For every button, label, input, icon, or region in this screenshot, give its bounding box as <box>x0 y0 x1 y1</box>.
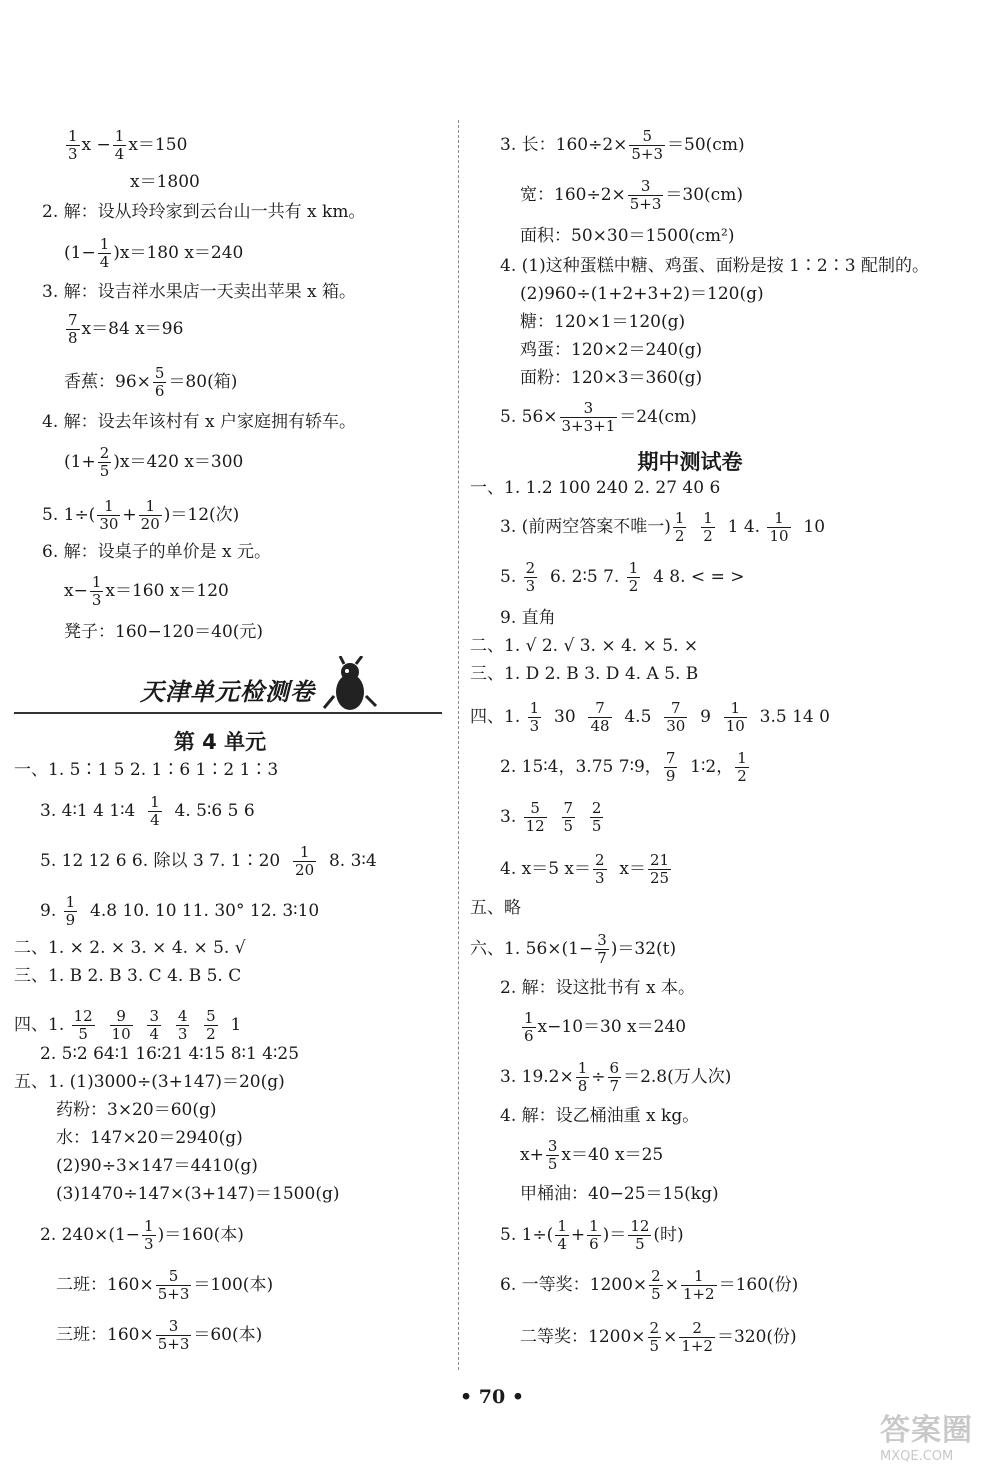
eq-line: x− $\frac{1}{3}$ x＝160 x＝120 <box>64 573 229 609</box>
answer-line: 4. (1)这种蛋糕中糖、鸡蛋、面粉是按 1∶2∶3 配制的。 <box>500 256 929 276</box>
section-banner: 天津单元检测卷 <box>140 678 315 706</box>
fraction: $\frac{3}{5}$ <box>547 1137 558 1173</box>
page-number: • 70 • <box>460 1386 524 1408</box>
fraction: $\frac{1}{6}$ <box>524 1009 534 1045</box>
fraction: $\frac{1}{2}$ <box>674 509 685 545</box>
answer-line: (2)90÷3×147＝4410(g) <box>56 1156 258 1176</box>
mascot-icon <box>320 656 380 718</box>
answer-line: 2. 解：设从玲玲家到云台山一共有 x km。 <box>42 202 366 222</box>
watermark-main: 答案圈 <box>880 1413 973 1448</box>
eq-line: 5. 1÷( $\frac{1}{30}$ + $\frac{1}{20}$ )＝12(次) <box>42 497 240 533</box>
fraction: $\frac{2}{5}$ <box>649 1319 660 1355</box>
eq-line: 香蕉：96× $\frac{5}{6}$ ＝80(箱) <box>64 364 238 400</box>
answer-line: 六、1. 56×(1− $\frac{3}{7}$ )＝32(t) <box>470 931 677 967</box>
fraction: $\frac{3}{5+3}$ <box>157 1317 190 1353</box>
fraction: $\frac{2}{1+2}$ <box>681 1319 713 1355</box>
answer-line: 水：147×20＝2940(g) <box>56 1128 243 1148</box>
fraction: $\frac{2}{5}$ <box>99 444 110 480</box>
fraction: $\frac{5}{2}$ <box>206 1007 216 1043</box>
fraction: $\frac{3}{3+3+1}$ <box>561 399 616 435</box>
fraction: $\frac{1}{30}$ <box>99 497 119 533</box>
midterm-title: 期中测试卷 <box>637 450 743 474</box>
answer-line: 2. 解：设这批书有 x 本。 <box>500 978 696 998</box>
fraction: $\frac{4}{3}$ <box>177 1007 188 1043</box>
fraction: $\frac{5}{5+3}$ <box>631 127 664 163</box>
answer-line: 4. 解：设乙桶油重 x kg。 <box>500 1106 700 1126</box>
eq-line: $\frac{7}{8}$ x＝84 x＝96 <box>68 311 184 347</box>
answer-line: 3. 19.2× $\frac{1}{8}$ ÷ $\frac{6}{7}$ ＝2.8(万人次) <box>500 1059 732 1095</box>
fraction: $\frac{1}{2}$ <box>628 559 639 595</box>
answer-line: 三、1. D 2. B 3. D 4. A 5. B <box>470 664 699 684</box>
answer-line: 6. 一等奖：1200× $\frac{2}{5}$ × $\frac{1}{1+2}$ ＝160(份) <box>500 1267 799 1303</box>
fraction: $\frac{1}{20}$ <box>295 843 315 879</box>
unit-title: 第 4 单元 <box>173 730 267 754</box>
answer-line: 凳子：160−120＝40(元) <box>64 622 264 642</box>
eq-line: $\frac{1}{3}$ x − $\frac{1}{4}$ x＝150 <box>68 127 188 163</box>
answer-line: 甲桶油：40−25＝15(kg) <box>520 1184 719 1204</box>
answer-line: 五、略 <box>470 898 521 918</box>
fraction: $\frac{12}{5}$ <box>73 1007 93 1043</box>
fraction: $\frac{2}{3}$ <box>525 559 536 595</box>
answer-line: 2. 240×(1− $\frac{1}{3}$ )＝160(本) <box>40 1217 244 1253</box>
fraction: $\frac{1}{9}$ <box>65 893 76 929</box>
fraction: $\frac{5}{12}$ <box>525 799 545 835</box>
answer-line: 药粉：3×20＝60(g) <box>56 1100 217 1120</box>
fraction: $\frac{1}{10}$ <box>769 509 789 545</box>
fraction: $\frac{1}{8}$ <box>577 1059 588 1095</box>
answer-line: 鸡蛋：120×2＝240(g) <box>520 340 703 360</box>
answer-line: 一、1. 1.2 100 240 2. 27 40 6 <box>470 478 721 498</box>
answer-line: 3. 解：设吉祥水果店一天卖出苹果 x 箱。 <box>42 282 357 302</box>
answer-line: 糖：120×1＝120(g) <box>520 312 686 332</box>
answer-line: x+ $\frac{3}{5}$ x＝40 x＝25 <box>520 1137 664 1173</box>
answer-line: 5. 1÷( $\frac{1}{4}$ + $\frac{1}{6}$ )＝ $\frac{12}{5}$ (时) <box>500 1217 684 1253</box>
answer-line: 5. 12 12 6 6. 除以 3 7. 1∶20 $\frac{1}{20}$ 8. 3∶4 <box>40 843 377 879</box>
fraction: $\frac{1}{4}$ <box>99 235 110 271</box>
fraction: $\frac{3}{5+3}$ <box>629 177 662 213</box>
fraction: $\frac{2}{3}$ <box>595 851 605 887</box>
answer-line: 5. 56× $\frac{3}{3+3+1}$ ＝24(cm) <box>500 399 697 435</box>
answer-line: 9. 直角 <box>500 608 556 628</box>
answer-line: 4. x＝5 x＝ $\frac{2}{3}$ x＝ $\frac{21}{25}$ <box>500 851 670 887</box>
answer-line: 9. $\frac{1}{9}$ 4.8 10. 10 11. 30° 12. 3∶10 <box>40 893 320 929</box>
fraction: $\frac{1}{3}$ <box>68 127 78 163</box>
answer-line: 三、1. B 2. B 3. C 4. B 5. C <box>14 966 242 986</box>
watermark-logo <box>880 1405 976 1464</box>
fraction: $\frac{21}{25}$ <box>649 851 670 887</box>
fraction: $\frac{12}{5}$ <box>630 1217 650 1253</box>
answer-line: 3. $\frac{5}{12}$ $\frac{7}{5}$ $\frac{2}{5}$ <box>500 799 602 835</box>
fraction: $\frac{7}{30}$ <box>666 699 686 735</box>
fraction: $\frac{1}{10}$ <box>725 699 745 735</box>
answer-line: 3. 4∶1 4 1∶4 $\frac{1}{4}$ 4. 5∶6 5 6 <box>40 793 255 829</box>
fraction: $\frac{1}{4}$ <box>150 793 160 829</box>
fraction: $\frac{2}{5}$ <box>651 1267 661 1303</box>
fraction: $\frac{1}{2}$ <box>703 509 713 545</box>
fraction: $\frac{1}{4}$ <box>114 127 125 163</box>
fraction: $\frac{1}{6}$ <box>589 1217 599 1253</box>
fraction: $\frac{6}{7}$ <box>609 1059 620 1095</box>
answer-line: 3. (前两空答案不唯一) $\frac{1}{2}$ $\frac{1}{2}$ 1 4. $\frac{1}{10}$ 10 <box>500 509 826 545</box>
answer-line: (3)1470÷147×(3+147)＝1500(g) <box>56 1184 340 1204</box>
answer-line: 宽：160÷2× $\frac{3}{5+3}$ ＝30(cm) <box>520 177 743 213</box>
fraction: $\frac{2}{5}$ <box>591 799 602 835</box>
answer-line: 三班：160× $\frac{3}{5+3}$ ＝60(本) <box>56 1317 263 1353</box>
eq-line: (1− $\frac{1}{4}$ )x＝180 x＝240 <box>64 235 244 271</box>
answer-line: 6. 解：设桌子的单价是 x 元。 <box>42 542 272 562</box>
fraction: $\frac{1}{3}$ <box>144 1217 154 1253</box>
fraction: $\frac{5}{5+3}$ <box>157 1267 190 1303</box>
fraction: $\frac{1}{3}$ <box>91 573 102 609</box>
banner-rule <box>14 712 442 714</box>
fraction: $\frac{3}{7}$ <box>597 931 607 967</box>
fraction: $\frac{1}{3}$ <box>529 699 540 735</box>
fraction: $\frac{3}{4}$ <box>149 1007 159 1043</box>
eq-line: x＝1800 <box>130 172 200 192</box>
answer-line: 面积：50×30＝1500(cm²) <box>520 226 735 246</box>
answer-line: 四、1. $\frac{12}{5}$ $\frac{9}{10}$ $\frac{3}{4}$ $\frac{4}{3}$ $\frac{5}{2}$ 1 <box>14 1007 242 1043</box>
fraction: $\frac{7}{48}$ <box>590 699 610 735</box>
fraction: $\frac{1}{20}$ <box>140 497 160 533</box>
answer-line: 二班：160× $\frac{5}{5+3}$ ＝100(本) <box>56 1267 274 1303</box>
fraction: $\frac{1}{1+2}$ <box>682 1267 715 1303</box>
answer-line: 一、1. 5∶1 5 2. 1∶6 1∶2 1∶3 <box>14 760 279 780</box>
fraction: $\frac{9}{10}$ <box>111 1007 131 1043</box>
answer-line: 五、1. (1)3000÷(3+147)＝20(g) <box>14 1072 285 1092</box>
eq-line: (1+ $\frac{2}{5}$ )x＝420 x＝300 <box>64 444 244 480</box>
fraction: $\frac{7}{9}$ <box>665 749 676 785</box>
fraction: $\frac{1}{4}$ <box>557 1217 567 1253</box>
fraction: $\frac{1}{2}$ <box>737 749 747 785</box>
answer-line: 二、1. × 2. × 3. × 4. × 5. √ <box>14 938 246 958</box>
answer-line: 2. 5∶2 64∶1 16∶21 4∶15 8∶1 4∶25 <box>40 1044 300 1064</box>
answer-line: 2. 15∶4，3.75 7∶9， $\frac{7}{9}$ 1∶2， $\frac{1}{2}$ <box>500 749 747 785</box>
answer-line: 4. 解：设去年该村有 x 户家庭拥有轿车。 <box>42 412 357 432</box>
column-divider <box>458 120 459 1370</box>
answer-line: 5. $\frac{2}{3}$ 6. 2∶5 7. $\frac{1}{2}$ 4 8. < = > <box>500 559 745 595</box>
answer-line: $\frac{1}{6}$ x−10＝30 x＝240 <box>524 1009 687 1045</box>
fraction: $\frac{5}{6}$ <box>154 364 165 400</box>
answer-line: 二、1. √ 2. √ 3. × 4. × 5. × <box>470 636 699 656</box>
fraction: $\frac{7}{8}$ <box>68 311 78 347</box>
answer-line: 面粉：120×3＝360(g) <box>520 368 703 388</box>
answer-line: 四、1. $\frac{1}{3}$ 30 $\frac{7}{48}$ 4.5 $\frac{7}{30}$ 9 $\frac{1}{10}$ 3.5 14 0 <box>470 699 830 735</box>
watermark-sub: MXQE.COM <box>880 1449 954 1464</box>
answer-line: (2)960÷(1+2+3+2)＝120(g) <box>520 284 764 304</box>
answer-line: 二等奖：1200× $\frac{2}{5}$ × $\frac{2}{1+2}$ ＝320(份) <box>520 1319 797 1355</box>
fraction: $\frac{7}{5}$ <box>563 799 574 835</box>
answer-line: 3. 长：160÷2× $\frac{5}{5+3}$ ＝50(cm) <box>500 127 745 163</box>
